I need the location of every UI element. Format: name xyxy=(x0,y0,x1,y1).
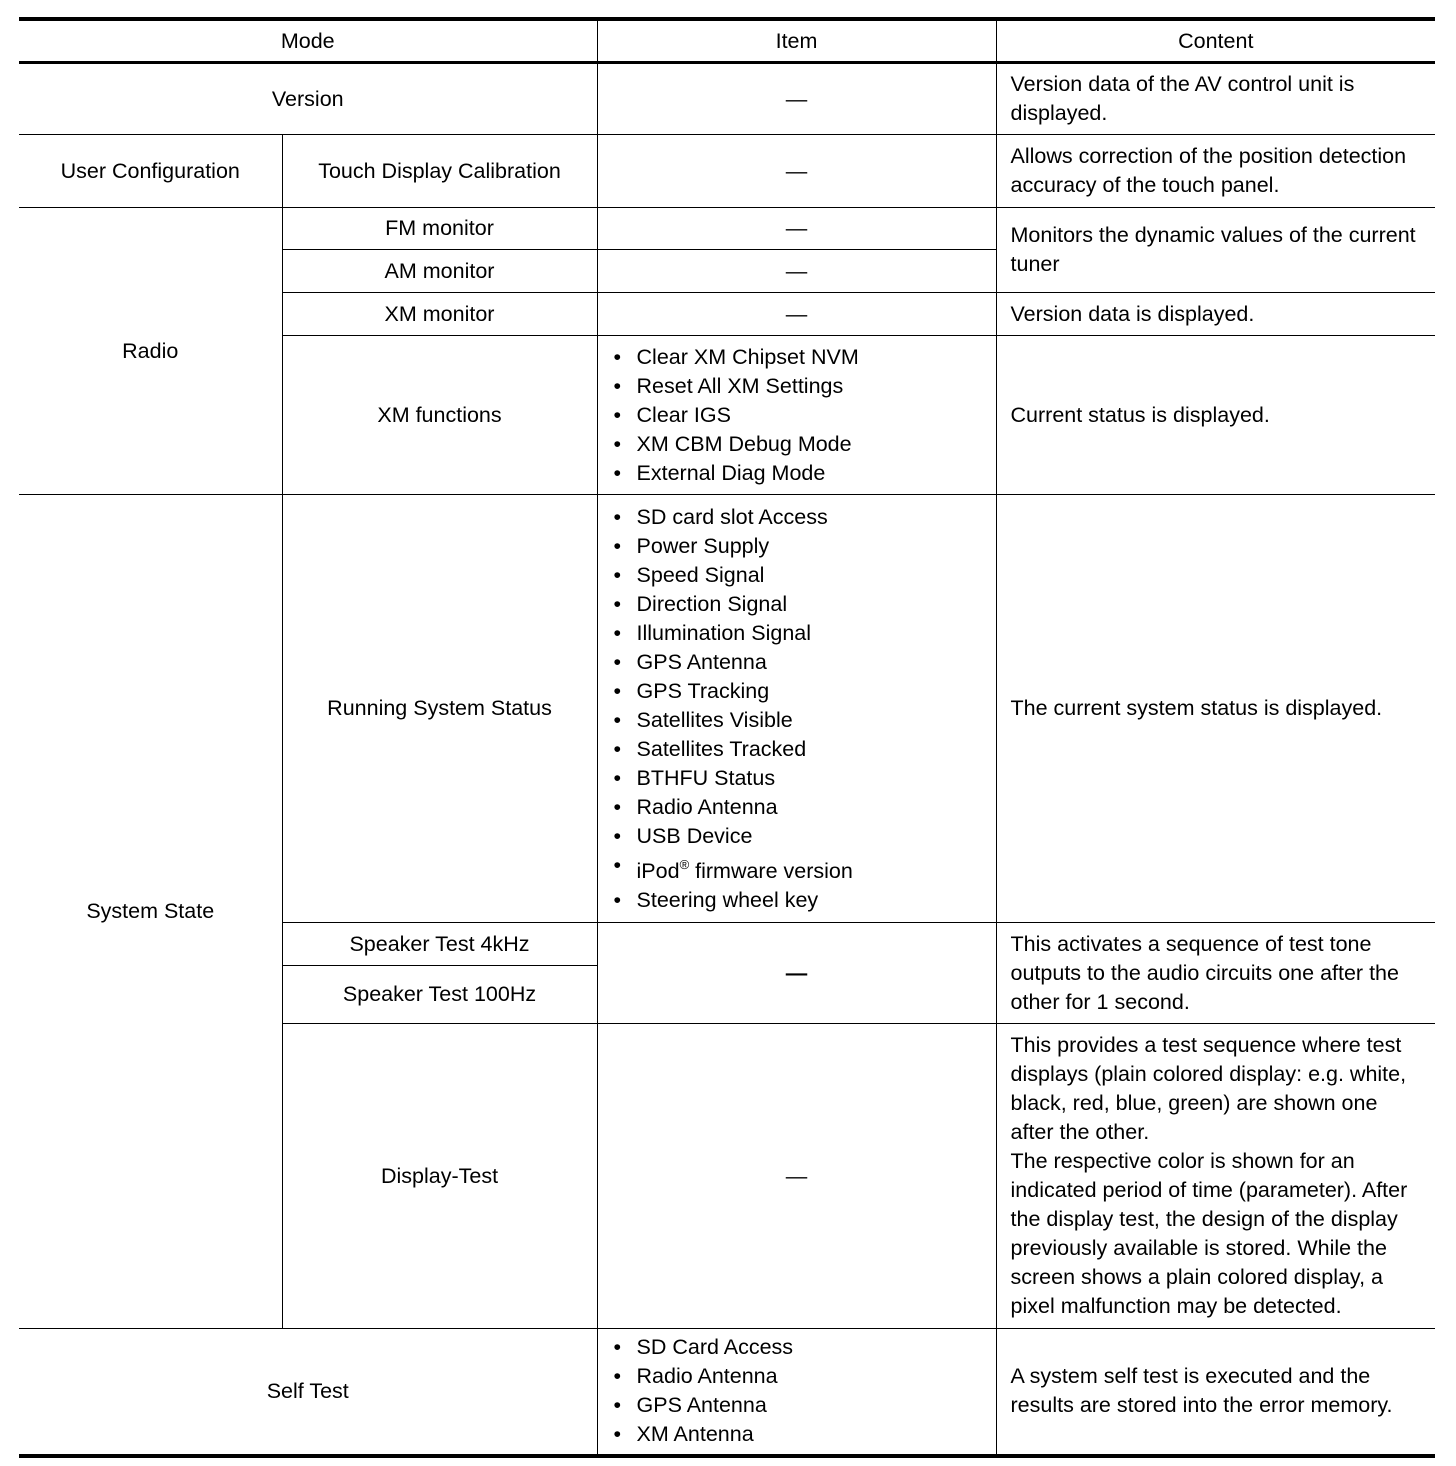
registered-mark: ® xyxy=(679,856,690,872)
sub-fm-monitor: FM monitor xyxy=(282,208,597,250)
header-content: Content xyxy=(996,19,1435,63)
sub-touch-calibration: Touch Display Calibration xyxy=(282,135,597,208)
list-item: • Clear IGS xyxy=(612,401,982,430)
display-test-paragraph-2: The respective color is shown for an indicated period of time (parameter). After the display test, the design of the display previously available is stored. While the screen shows a plain colored display, a pixel malfunction may be detected. xyxy=(1010,1149,1408,1318)
list-item: • GPS Tracking xyxy=(612,677,982,706)
list-item: • Power Supply xyxy=(612,532,982,561)
item-dash: — xyxy=(597,250,996,293)
sub-xm-monitor: XM monitor xyxy=(282,293,597,336)
content-user-config: Allows correction of the position detection accuracy of the touch panel. xyxy=(996,135,1435,208)
list-item: • BTHFU Status xyxy=(612,764,982,793)
list-item: • Steering wheel key xyxy=(612,886,982,915)
item-dash: — xyxy=(597,63,996,135)
list-item: • Illumination Signal xyxy=(612,619,982,648)
mode-self-test: Self Test xyxy=(19,1329,597,1456)
item-dash: — xyxy=(597,208,996,250)
list-item: • XM Antenna xyxy=(612,1420,982,1449)
list-item: • USB Device xyxy=(612,822,982,851)
item-dash: — xyxy=(597,135,996,208)
ipod-text: iPod xyxy=(636,858,680,883)
mode-user-config: User Configuration xyxy=(19,135,282,208)
content-display-test xyxy=(996,1024,1435,1329)
list-item: • SD card slot Access xyxy=(612,503,982,532)
firmware-text: firmware version xyxy=(689,858,853,883)
row-running-status xyxy=(19,495,1435,923)
item-dash: — xyxy=(597,923,996,1024)
item-self-test-list xyxy=(597,1329,996,1456)
sub-speaker-100: Speaker Test 100Hz xyxy=(282,966,597,1024)
list-item: • Radio Antenna xyxy=(612,1362,982,1391)
header-row xyxy=(19,19,1435,63)
header-item: Item xyxy=(597,19,996,63)
content-speaker-test: This activates a sequence of test tone outputs to the audio circuits one after the other for 1 second. xyxy=(996,923,1435,1024)
content-xm-functions: Current status is displayed. xyxy=(996,336,1435,495)
content-tuner-monitor: Monitors the dynamic values of the current tuner xyxy=(996,208,1435,293)
list-item: • GPS Antenna xyxy=(612,1391,982,1420)
list-item: • Radio Antenna xyxy=(612,793,982,822)
row-fm-monitor xyxy=(19,208,1435,250)
mode-radio: Radio xyxy=(19,208,282,495)
list-item: • Direction Signal xyxy=(612,590,982,619)
item-xm-functions-list xyxy=(597,336,996,495)
sub-display-test: Display-Test xyxy=(282,1024,597,1329)
list-item: • Reset All XM Settings xyxy=(612,372,982,401)
sub-speaker-4k: Speaker Test 4kHz xyxy=(282,923,597,966)
content-version: Version data of the AV control unit is displayed. xyxy=(996,63,1435,135)
item-dash: — xyxy=(597,293,996,336)
row-version xyxy=(19,63,1435,135)
header-mode: Mode xyxy=(19,19,597,63)
row-user-config xyxy=(19,135,1435,208)
list-item: • Satellites Visible xyxy=(612,706,982,735)
display-test-paragraph-1: This provides a test sequence where test displays (plain colored display: e.g. white, black, red, blue, green) are shown one after the other. xyxy=(1010,1033,1407,1144)
list-item-ipod xyxy=(612,851,982,886)
item-running-list xyxy=(597,495,996,923)
list-item: • SD Card Access xyxy=(612,1333,982,1362)
content-xm-monitor: Version data is displayed. xyxy=(996,293,1435,336)
list-item: • Satellites Tracked xyxy=(612,735,982,764)
row-self-test xyxy=(19,1329,1435,1456)
sub-am-monitor: AM monitor xyxy=(282,250,597,293)
list-item: • Clear XM Chipset NVM xyxy=(612,343,982,372)
list-item: • GPS Antenna xyxy=(612,648,982,677)
list-item: • Speed Signal xyxy=(612,561,982,590)
sub-running-status: Running System Status xyxy=(282,495,597,923)
list-item: • XM CBM Debug Mode xyxy=(612,430,982,459)
item-dash: — xyxy=(597,1024,996,1329)
mode-table xyxy=(19,17,1435,1458)
content-running-status: The current system status is displayed. xyxy=(996,495,1435,923)
content-self-test: A system self test is executed and the results are stored into the error memory. xyxy=(996,1329,1435,1456)
list-item: • External Diag Mode xyxy=(612,459,982,488)
mode-version: Version xyxy=(19,63,597,135)
sub-xm-functions: XM functions xyxy=(282,336,597,495)
mode-system-state: System State xyxy=(19,495,282,1329)
